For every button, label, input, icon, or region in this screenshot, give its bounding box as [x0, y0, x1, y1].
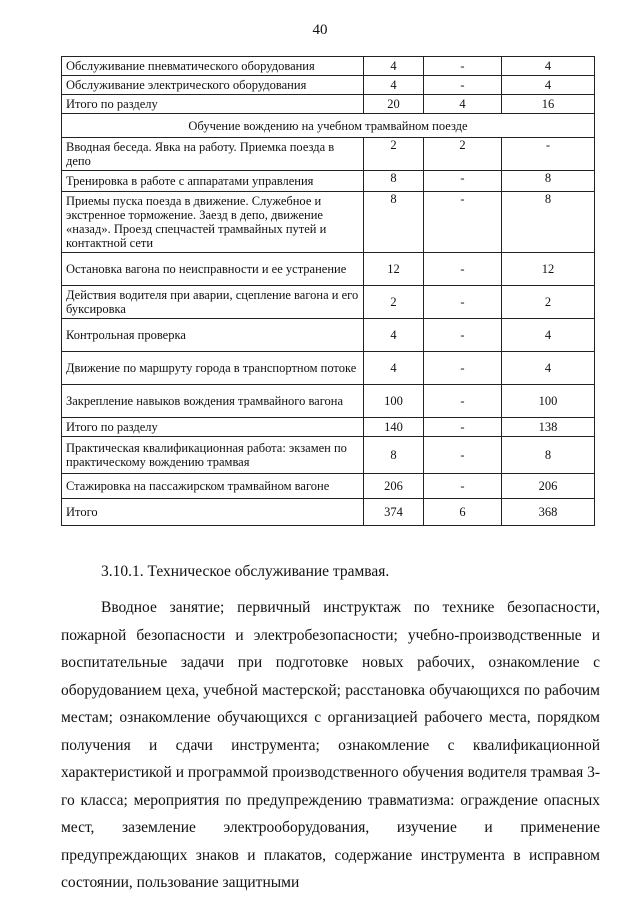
- theory-hours-cell: -: [424, 352, 502, 385]
- page-number: 40: [312, 22, 328, 38]
- training-plan-table: [61, 56, 595, 526]
- theory-hours-cell: -: [424, 76, 502, 95]
- topic-cell: Практическая квалификационная работа: экзамен по практическому вождению трамвая: [62, 437, 364, 474]
- body-paragraph: Вводное занятие; первичный инструктаж по технике безопасности, пожарной безопасности и электробезопасности; учебно-производственные и воспитательные задачи при подготовке новых рабочих, ознакомление с оборудованием цеха, учебной мастерской; расстановка обучающихся по рабочим местам; ознакомление обучающихся с организацией рабочего места, порядком получения и сдачи инструмента; ознакомление с квалификационной характеристикой и программой производственного обучения водителя трамвая 3-го класса; мероприятия по предупреждению травматизма: ограждение опасных мест, заземление электрооборудования, изучение и применение предупреждающих знаков и плакатов, содержание инструмента в исправном состоянии, пользование защитными: [61, 599, 600, 891]
- topic-cell: Действия водителя при аварии, сцепление вагона и его буксировка: [62, 286, 364, 319]
- section-title-cell: Обучение вождению на учебном трамвайном поезде: [62, 114, 595, 138]
- total-hours-cell: 206: [364, 474, 424, 499]
- table-row: [62, 171, 595, 192]
- practice-hours-cell: 100: [502, 385, 595, 418]
- table-row: [62, 76, 595, 95]
- topic-cell: Обслуживание электрического оборудования: [62, 76, 364, 95]
- theory-hours-cell: 2: [424, 138, 502, 171]
- total-hours-cell: 8: [364, 437, 424, 474]
- practice-hours-cell: 2: [502, 286, 595, 319]
- table-row: [62, 499, 595, 526]
- topic-cell: Итого по разделу: [62, 418, 364, 437]
- table-row: [62, 192, 595, 253]
- topic-cell: Стажировка на пассажирском трамвайном вагоне: [62, 474, 364, 499]
- practice-hours-cell: 12: [502, 253, 595, 286]
- practice-hours-cell: 4: [502, 76, 595, 95]
- topic-cell: Итого по разделу: [62, 95, 364, 114]
- topic-cell: Вводная беседа. Явка на работу. Приемка поезда в депо: [62, 138, 364, 171]
- table-row: [62, 319, 595, 352]
- theory-hours-cell: -: [424, 474, 502, 499]
- section-subheading: 3.10.1. Техническое обслуживание трамвая.: [101, 563, 390, 580]
- total-hours-cell: 2: [364, 138, 424, 171]
- practice-hours-cell: 16: [502, 95, 595, 114]
- practice-hours-cell: 368: [502, 499, 595, 526]
- table-row: [62, 286, 595, 319]
- practice-hours-cell: 8: [502, 171, 595, 192]
- table-row: [62, 418, 595, 437]
- theory-hours-cell: -: [424, 57, 502, 76]
- topic-cell: Тренировка в работе с аппаратами управления: [62, 171, 364, 192]
- theory-hours-cell: 6: [424, 499, 502, 526]
- topic-cell: Закрепление навыков вождения трамвайного вагона: [62, 385, 364, 418]
- total-hours-cell: 12: [364, 253, 424, 286]
- theory-hours-cell: -: [424, 171, 502, 192]
- topic-cell: Контрольная проверка: [62, 319, 364, 352]
- topic-cell: Приемы пуска поезда в движение. Служебное и экстренное торможение. Заезд в депо, движение «назад». Проезд спецчастей трамвайных путей и контактной сети: [62, 192, 364, 253]
- practice-hours-cell: 4: [502, 57, 595, 76]
- theory-hours-cell: -: [424, 286, 502, 319]
- table-row: [62, 95, 595, 114]
- total-hours-cell: 374: [364, 499, 424, 526]
- table-row: [62, 385, 595, 418]
- theory-hours-cell: -: [424, 437, 502, 474]
- theory-hours-cell: -: [424, 253, 502, 286]
- theory-hours-cell: -: [424, 319, 502, 352]
- total-hours-cell: 4: [364, 76, 424, 95]
- topic-cell: Итого: [62, 499, 364, 526]
- table-row: [62, 57, 595, 76]
- theory-hours-cell: 4: [424, 95, 502, 114]
- table-row: [62, 253, 595, 286]
- theory-hours-cell: -: [424, 385, 502, 418]
- table-row: [62, 474, 595, 499]
- topic-cell: Остановка вагона по неисправности и ее устранение: [62, 253, 364, 286]
- table-row: [62, 138, 595, 171]
- training-plan-table-body: [62, 57, 595, 526]
- practice-hours-cell: 8: [502, 192, 595, 253]
- table-section-row: [62, 114, 595, 138]
- total-hours-cell: 2: [364, 286, 424, 319]
- practice-hours-cell: 206: [502, 474, 595, 499]
- total-hours-cell: 100: [364, 385, 424, 418]
- total-hours-cell: 20: [364, 95, 424, 114]
- theory-hours-cell: -: [424, 418, 502, 437]
- total-hours-cell: 4: [364, 57, 424, 76]
- total-hours-cell: 140: [364, 418, 424, 437]
- total-hours-cell: 4: [364, 352, 424, 385]
- theory-hours-cell: -: [424, 192, 502, 253]
- topic-cell: Обслуживание пневматического оборудования: [62, 57, 364, 76]
- total-hours-cell: 8: [364, 171, 424, 192]
- practice-hours-cell: 138: [502, 418, 595, 437]
- practice-hours-cell: -: [502, 138, 595, 171]
- table-row: [62, 437, 595, 474]
- practice-hours-cell: 4: [502, 319, 595, 352]
- total-hours-cell: 8: [364, 192, 424, 253]
- table-row: [62, 352, 595, 385]
- topic-cell: Движение по маршруту города в транспортном потоке: [62, 352, 364, 385]
- practice-hours-cell: 4: [502, 352, 595, 385]
- total-hours-cell: 4: [364, 319, 424, 352]
- practice-hours-cell: 8: [502, 437, 595, 474]
